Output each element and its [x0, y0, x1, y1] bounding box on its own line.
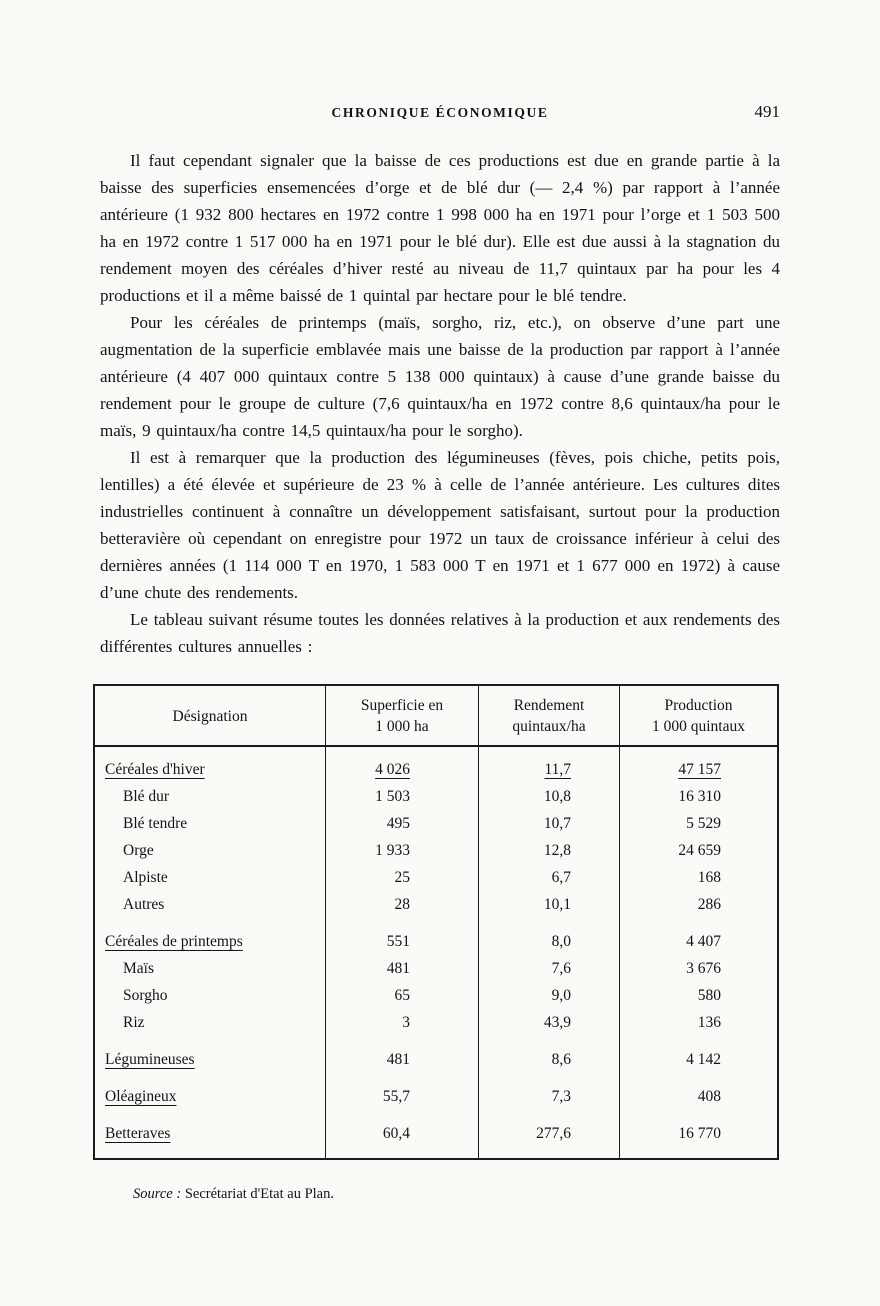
header-superficie-line1: Superficie en [360, 697, 444, 714]
row-production: 24 659 [619, 837, 777, 864]
page-header [100, 102, 780, 127]
row-production: 4 407 [619, 918, 777, 955]
row-designation: Céréales d'hiver [105, 761, 205, 778]
row-designation: Alpiste [123, 869, 168, 886]
row-production: 136 [619, 1009, 777, 1036]
row-production: 47 157 [619, 747, 777, 783]
header-rendement-line1: Rendement [513, 697, 585, 714]
row-designation: Autres [123, 896, 165, 913]
row-rendement: 277,6 [478, 1110, 619, 1158]
row-superficie: 481 [325, 1036, 478, 1073]
header-superficie-line2: 1 000 ha [375, 718, 429, 735]
header-superficie [325, 686, 478, 745]
row-rendement: 9,0 [478, 982, 619, 1009]
row-production: 3 676 [619, 955, 777, 982]
source-label: Source : [133, 1186, 182, 1202]
row-superficie: 481 [325, 955, 478, 982]
header-production-line1: Production [664, 697, 733, 714]
row-superficie: 28 [325, 891, 478, 918]
paragraph-3: Il est à remarquer que la production des légumineuses (fèves, pois chiche, petits pois, lentilles) a été élevée et supérieure de 23 % à celle de l’année antérieure. Les cultures dites industrielles continuent à connaître un développement satisfaisant, surtout pour la production betteravière où cependant on enregistre pour 1972 un taux de croissance inférieur à celui des dernières années (1 114 000 T en 1970, 1 583 000 T en 1971 et 1 677 000 en 1972) à cause d’une chute des rendements. [100, 448, 780, 602]
row-superficie: 551 [325, 918, 478, 955]
row-rendement: 10,7 [478, 810, 619, 837]
row-superficie: 60,4 [325, 1110, 478, 1158]
table-row [95, 837, 777, 864]
row-superficie: 4 026 [325, 747, 478, 783]
table-row [95, 1110, 777, 1158]
row-designation: Sorgho [123, 987, 168, 1004]
row-production: 5 529 [619, 810, 777, 837]
row-superficie: 65 [325, 982, 478, 1009]
row-designation: Céréales de printemps [105, 933, 243, 950]
row-superficie: 3 [325, 1009, 478, 1036]
table-header-row [95, 686, 777, 747]
row-superficie: 1 503 [325, 783, 478, 810]
header-rendement-line2: quintaux/ha [512, 718, 586, 735]
row-rendement: 10,8 [478, 783, 619, 810]
row-production: 580 [619, 982, 777, 1009]
paragraph-2: Pour les céréales de printemps (maïs, sorgho, riz, etc.), on observe d’une part une augmentation de la superficie emblavée mais une baisse de la production par rapport à l’année antérieure (4 407 000 quintaux contre 5 138 000 quintaux) à cause d’une grande baisse du rendement pour le groupe de culture (7,6 quintaux/ha en 1972 contre 8,6 quintaux/ha pour le maïs, 9 quintaux/ha contre 14,5 quintaux/ha pour le sorgho). [100, 313, 780, 440]
article-body [100, 147, 780, 660]
table-body [95, 747, 777, 1158]
row-rendement: 10,1 [478, 891, 619, 918]
table-row [95, 982, 777, 1009]
row-rendement: 12,8 [478, 837, 619, 864]
table-row [95, 864, 777, 891]
row-rendement: 7,3 [478, 1073, 619, 1110]
table-row [95, 783, 777, 810]
row-designation: Oléagineux [105, 1088, 177, 1105]
row-superficie: 495 [325, 810, 478, 837]
paragraph-4: Le tableau suivant résume toutes les données relatives à la production et aux rendements des différentes cultures annuelles : [100, 610, 780, 656]
row-production: 168 [619, 864, 777, 891]
row-designation: Blé dur [123, 788, 170, 805]
row-superficie: 25 [325, 864, 478, 891]
paragraph-1: Il faut cependant signaler que la baisse de ces productions est due en grande partie à la baisse des superficies ensemencées d’orge et de blé dur (— 2,4 %) par rapport à l’année antérieure (1 932 800 hectares en 1972 contre 1 998 000 ha en 1971 pour l’orge et 1 503 500 ha en 1972 contre 1 517 000 ha en 1971 pour le blé dur). Elle est due aussi à la stagnation du rendement moyen des céréales d’hiver resté au niveau de 11,7 quintaux par ha pour les 4 productions et il a même baissé de 1 quintal par hectare pour le blé tendre. [100, 151, 780, 305]
table-row [95, 1009, 777, 1036]
row-designation: Betteraves [105, 1125, 171, 1142]
row-superficie: 55,7 [325, 1073, 478, 1110]
row-designation: Blé tendre [123, 815, 188, 832]
production-table [93, 684, 779, 1160]
source-text: Secrétariat d'Etat au Plan. [184, 1186, 334, 1202]
row-production: 408 [619, 1073, 777, 1110]
row-superficie: 1 933 [325, 837, 478, 864]
row-rendement: 7,6 [478, 955, 619, 982]
header-rendement [478, 686, 619, 745]
row-designation: Orge [123, 842, 154, 859]
source-note [133, 1186, 780, 1203]
table-row [95, 747, 777, 783]
running-title: CHRONIQUE ÉCONOMIQUE [331, 105, 549, 120]
row-production: 286 [619, 891, 777, 918]
table-row [95, 891, 777, 918]
table-row [95, 955, 777, 982]
table-row [95, 810, 777, 837]
row-rendement: 8,6 [478, 1036, 619, 1073]
header-production-line2: 1 000 quintaux [652, 718, 745, 735]
table-row [95, 1036, 777, 1073]
table-row [95, 918, 777, 955]
row-designation: Maïs [123, 960, 154, 977]
row-rendement: 43,9 [478, 1009, 619, 1036]
row-rendement: 11,7 [478, 747, 619, 783]
page-number: 491 [754, 102, 780, 121]
row-rendement: 8,0 [478, 918, 619, 955]
header-designation-label: Désignation [172, 707, 248, 725]
row-production: 4 142 [619, 1036, 777, 1073]
row-rendement: 6,7 [478, 864, 619, 891]
header-designation [95, 686, 325, 745]
row-designation: Riz [123, 1014, 145, 1031]
row-designation: Légumineuses [105, 1051, 195, 1068]
row-production: 16 770 [619, 1110, 777, 1158]
header-production [619, 686, 777, 745]
table-row [95, 1073, 777, 1110]
row-production: 16 310 [619, 783, 777, 810]
